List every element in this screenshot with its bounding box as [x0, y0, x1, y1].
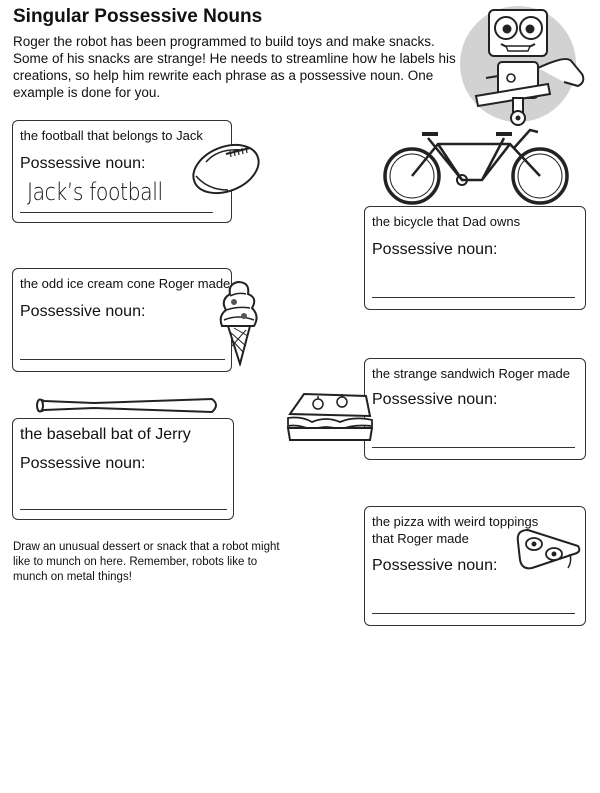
item-phrase: the odd ice cream cone Roger made [20, 276, 231, 291]
item-phrase: the strange sandwich Roger made [372, 366, 571, 381]
item-box-sandwich [364, 358, 586, 460]
possessive-noun-label: Possessive noun: [372, 557, 498, 574]
item-phrase: the pizza with weird toppings that Roger made [372, 514, 539, 546]
possessive-noun-label: Possessive noun: [20, 155, 146, 172]
possessive-noun-label: Possessive noun: [372, 241, 498, 258]
answer-line[interactable] [372, 297, 575, 298]
example-answer: Jack’s football [27, 178, 163, 206]
item-phrase: the football that belongs to Jack [20, 128, 203, 143]
intro-text: Roger the robot has been programmed to build toys and make snacks. Some of his snacks are strange! He needs to streamline how he labels his creations, so help him rewrite each phrase as a possessive noun. One example is done for you. [13, 34, 456, 100]
possessive-noun-label: Possessive noun: [20, 455, 146, 472]
item-phrase: the baseball bat of Jerry [20, 426, 191, 443]
answer-line[interactable] [20, 509, 227, 510]
baseball-bat-icon [34, 395, 222, 417]
answer-line[interactable] [20, 359, 225, 360]
robot-icon [456, 6, 596, 130]
item-box-bicycle [364, 206, 586, 310]
sandwich-icon [282, 388, 378, 446]
answer-line[interactable] [372, 447, 575, 448]
draw-instructions: Draw an unusual dessert or snack that a robot might like to munch on here. Remember, robots like to munch on metal things! [13, 541, 280, 583]
page-title: Singular Possessive Nouns [13, 6, 263, 27]
item-phrase: the bicycle that Dad owns [372, 214, 521, 229]
football-icon [188, 140, 264, 198]
answer-line[interactable] [20, 212, 213, 213]
ice-cream-cone-icon [216, 276, 262, 366]
possessive-noun-label: Possessive noun: [372, 391, 498, 408]
item-box-baseball-bat [12, 418, 234, 520]
item-box-ice-cream [12, 268, 232, 372]
pizza-slice-icon [512, 524, 584, 572]
answer-line[interactable] [372, 613, 575, 614]
possessive-noun-label: Possessive noun: [20, 303, 146, 320]
tandem-bicycle-icon [382, 124, 570, 206]
